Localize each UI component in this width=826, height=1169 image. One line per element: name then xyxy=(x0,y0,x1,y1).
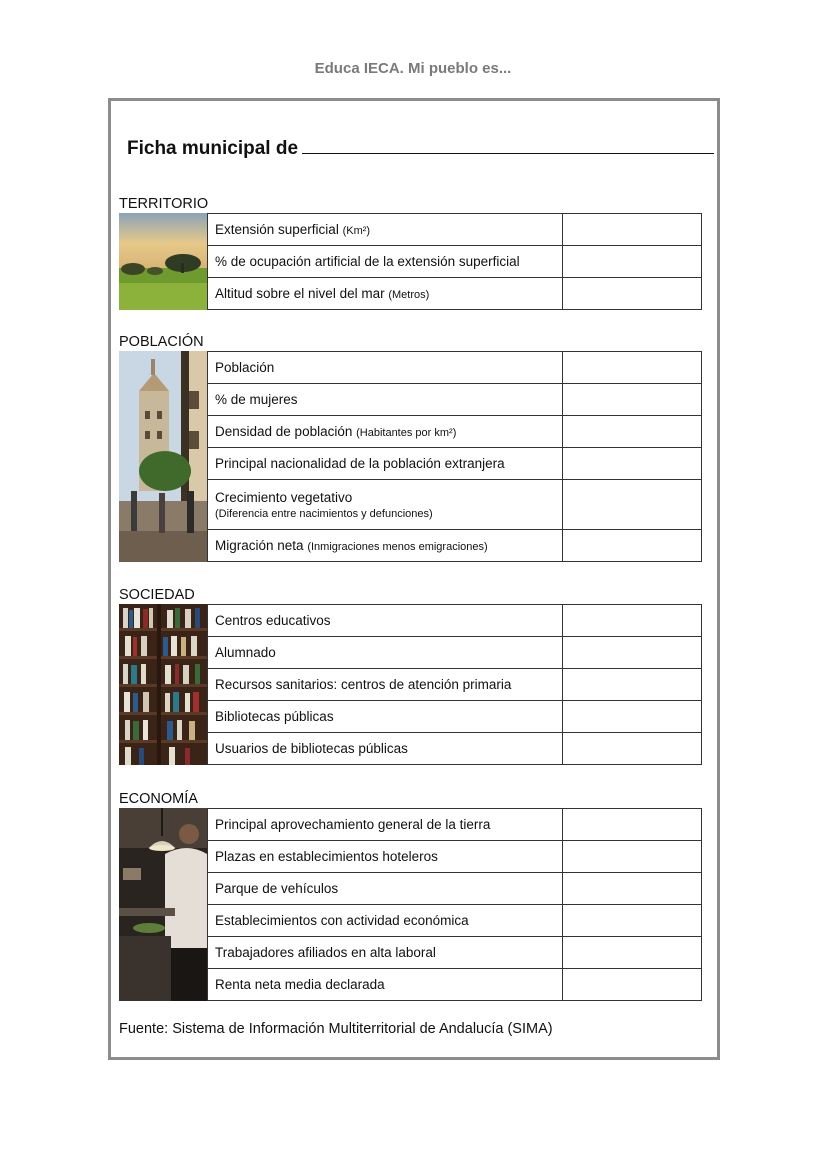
row-label: Parque de vehículos xyxy=(208,873,563,905)
table-row xyxy=(208,530,702,562)
form-title xyxy=(127,137,707,160)
row-label: Usuarios de bibliotecas públicas xyxy=(208,733,563,765)
form-title-text: Ficha municipal de xyxy=(127,138,299,159)
value-cell[interactable] xyxy=(563,637,702,669)
row-label: Extensión superficial (Km²) xyxy=(208,214,563,246)
municipality-name-blank[interactable] xyxy=(302,137,714,154)
row-label: Centros educativos xyxy=(208,605,563,637)
table-row xyxy=(208,352,702,384)
row-label: % de mujeres xyxy=(208,384,563,416)
value-cell[interactable] xyxy=(563,733,702,765)
value-cell[interactable] xyxy=(563,969,702,1001)
section-economia xyxy=(119,790,701,1001)
table-row xyxy=(208,605,702,637)
value-cell[interactable] xyxy=(563,278,702,310)
row-label: Recursos sanitarios: centros de atención primaria xyxy=(208,669,563,701)
value-cell[interactable] xyxy=(563,605,702,637)
row-label: Población xyxy=(208,352,563,384)
row-label: Bibliotecas públicas xyxy=(208,701,563,733)
value-cell[interactable] xyxy=(563,480,702,530)
table-row xyxy=(208,448,702,480)
row-label: % de ocupación artificial de la extensión superficial xyxy=(208,246,563,278)
section-label-poblacion: POBLACIÓN xyxy=(119,334,204,350)
table-row xyxy=(208,873,702,905)
value-cell[interactable] xyxy=(563,416,702,448)
value-cell[interactable] xyxy=(563,214,702,246)
landscape-photo xyxy=(119,213,207,310)
economia-table xyxy=(207,808,702,1001)
value-cell[interactable] xyxy=(563,841,702,873)
library-shelves-photo xyxy=(119,604,207,765)
value-cell[interactable] xyxy=(563,530,702,562)
section-sociedad xyxy=(119,586,701,765)
table-row xyxy=(208,809,702,841)
table-row xyxy=(208,937,702,969)
section-label-economia: ECONOMÍA xyxy=(119,791,198,807)
section-label-territorio: TERRITORIO xyxy=(119,196,209,212)
row-label: Renta neta media declarada xyxy=(208,969,563,1001)
row-label: Trabajadores afiliados en alta laboral xyxy=(208,937,563,969)
value-cell[interactable] xyxy=(563,873,702,905)
value-cell[interactable] xyxy=(563,384,702,416)
value-cell[interactable] xyxy=(563,669,702,701)
row-label: Principal nacionalidad de la población extranjera xyxy=(208,448,563,480)
row-label: Altitud sobre el nivel del mar (Metros) xyxy=(208,278,563,310)
row-label: Alumnado xyxy=(208,637,563,669)
kitchen-worker-photo xyxy=(119,808,207,1001)
value-cell[interactable] xyxy=(563,352,702,384)
row-label: Migración neta (Inmigraciones menos emigraciones) xyxy=(208,530,563,562)
value-cell[interactable] xyxy=(563,448,702,480)
town-street-photo xyxy=(119,351,207,562)
table-row xyxy=(208,480,702,530)
table-row xyxy=(208,733,702,765)
value-cell[interactable] xyxy=(563,701,702,733)
value-cell[interactable] xyxy=(563,905,702,937)
table-row xyxy=(208,905,702,937)
table-row xyxy=(208,969,702,1001)
table-row xyxy=(208,278,702,310)
section-territorio xyxy=(119,195,701,310)
sociedad-table xyxy=(207,604,702,765)
table-row xyxy=(208,416,702,448)
row-label: Principal aprovechamiento general de la tierra xyxy=(208,809,563,841)
row-label: Establecimientos con actividad económica xyxy=(208,905,563,937)
table-row xyxy=(208,214,702,246)
section-label-sociedad: SOCIEDAD xyxy=(119,587,195,603)
row-label: Densidad de población (Habitantes por km²) xyxy=(208,416,563,448)
table-row xyxy=(208,669,702,701)
page-header: Educa IECA. Mi pueblo es... xyxy=(314,60,512,77)
table-row xyxy=(208,841,702,873)
table-row xyxy=(208,246,702,278)
territorio-table xyxy=(207,213,702,310)
value-cell[interactable] xyxy=(563,246,702,278)
source-note: Fuente: Sistema de Información Multiterritorial de Andalucía (SIMA) xyxy=(119,1021,553,1037)
municipal-form-frame xyxy=(108,98,720,1060)
table-row xyxy=(208,384,702,416)
section-poblacion xyxy=(119,333,701,562)
value-cell[interactable] xyxy=(563,937,702,969)
row-label: Plazas en establecimientos hoteleros xyxy=(208,841,563,873)
poblacion-table xyxy=(207,351,702,562)
row-label: Crecimiento vegetativo (Diferencia entre nacimientos y defunciones) xyxy=(208,480,563,530)
table-row xyxy=(208,637,702,669)
table-row xyxy=(208,701,702,733)
value-cell[interactable] xyxy=(563,809,702,841)
